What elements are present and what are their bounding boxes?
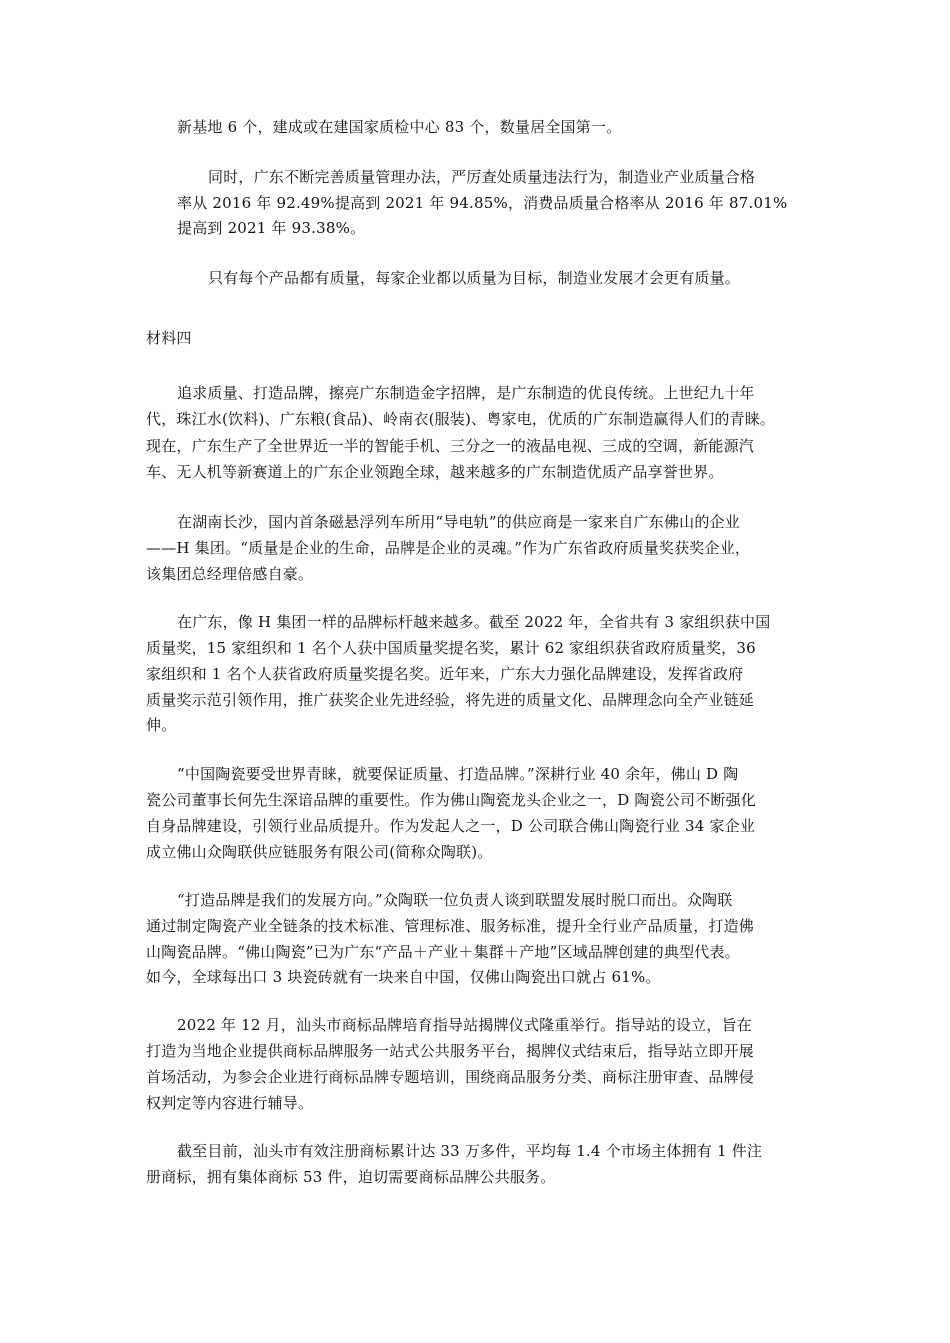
text-line: 质量奖示范引领作用，推广获奖企业先进经验，将先进的质量文化、品牌理念向全产业链延 <box>146 691 755 709</box>
text-line: ——H 集团。“质量是企业的生命，品牌是企业的灵魂。”作为广东省政府质量奖获奖企业， <box>146 539 751 557</box>
text-line: 质量奖，15 家组织和 1 名个人获中国质量奖提名奖，累计 62 家组织获省政府质量奖，36 <box>146 639 756 657</box>
text-line: 打造为当地企业提供商标品牌服务一站式公共服务平台，揭牌仪式结束后，指导站立即开展 <box>146 1042 755 1060</box>
text-line: 新基地 6 个，建成或在建国家质检中心 83 个，数量居全国第一。 <box>177 118 622 136</box>
text-line: 首场活动，为参会企业进行商标品牌专题培训，围绕商品服务分类、商标注册审查、品牌侵 <box>146 1068 755 1086</box>
text-line: 提高到 2021 年 93.38%。 <box>177 219 366 237</box>
text-line: 代，珠江水(饮料)、广东粮(食品)、岭南衣(服装)、粤家电，优质的广东制造赢得人们的青睐。 <box>146 410 776 428</box>
text-line: “打造品牌是我们的发展方向。”众陶联一位负责人谈到联盟发展时脱口而出。众陶联 <box>177 891 733 909</box>
text-line: 该集团总经理倍感自豪。 <box>146 565 314 583</box>
text-line: 2022 年 12 月，汕头市商标品牌培育指导站揭牌仪式隆重举行。指导站的设立，旨在 <box>177 1016 752 1034</box>
text-line: 在湖南长沙，国内首条磁悬浮列车所用“导电轨”的供应商是一家来自广东佛山的企业 <box>177 513 740 531</box>
text-line: 权判定等内容进行辅导。 <box>146 1094 314 1112</box>
text-line: 车、无人机等新赛道上的广东企业领跑全球，越来越多的广东制造优质产品享誉世界。 <box>146 463 724 481</box>
section-heading: 材料四 <box>146 329 192 347</box>
text-line: 率从 2016 年 92.49%提高到 2021 年 94.85%，消费品质量合格率从 2016 年 87.01% <box>177 194 788 212</box>
text-line: 自身品牌建设，引领行业品质提升。作为发起人之一，D 公司联合佛山陶瓷行业 34 家企业 <box>146 817 756 835</box>
text-line: 截至目前，汕头市有效注册商标累计达 33 万多件，平均每 1.4 个市场主体拥有 1 件注 <box>177 1142 763 1160</box>
text-line: 家组织和 1 名个人获省政府质量奖提名奖。近年来，广东大力强化品牌建设，发挥省政府 <box>146 665 744 683</box>
text-line: 只有每个产品都有质量，每家企业都以质量为目标，制造业发展才会更有质量。 <box>208 269 741 287</box>
text-line: 同时，广东不断完善质量管理办法，严厉查处质量违法行为，制造业产业质量合格 <box>208 168 756 186</box>
text-line: 通过制定陶瓷产业全链条的技术标准、管理标准、服务标准，提升全行业产品质量，打造佛 <box>146 917 755 935</box>
text-line: 伸。 <box>146 716 177 734</box>
text-line: 追求质量、打造品牌，擦亮广东制造金字招牌，是广东制造的优良传统。上世纪九十年 <box>177 384 755 402</box>
text-line: 山陶瓷品牌。“佛山陶瓷”已为广东“产品＋产业＋集群＋产地”区域品牌创建的典型代表。 <box>146 943 740 961</box>
text-line: 在广东，像 H 集团一样的品牌标杆越来越多。截至 2022 年，全省共有 3 家组织获中国 <box>177 613 771 631</box>
text-line: 成立佛山众陶联供应链服务有限公司(简称众陶联)。 <box>146 843 493 861</box>
text-line: 现在，广东生产了全世界近一半的智能手机、三分之一的液晶电视、三成的空调，新能源汽 <box>146 437 755 455</box>
text-line: “中国陶瓷要受世界青睐，就要保证质量、打造品牌。”深耕行业 40 余年，佛山 D 陶 <box>177 765 739 783</box>
text-line: 册商标，拥有集体商标 53 件，迫切需要商标品牌公共服务。 <box>146 1168 556 1186</box>
text-line: 如今，全球每出口 3 块瓷砖就有一块来自中国，仅佛山陶瓷出口就占 61%。 <box>146 968 661 986</box>
text-line: 瓷公司董事长何先生深谙品牌的重要性。作为佛山陶瓷龙头企业之一，D 陶瓷公司不断强化 <box>146 791 756 809</box>
